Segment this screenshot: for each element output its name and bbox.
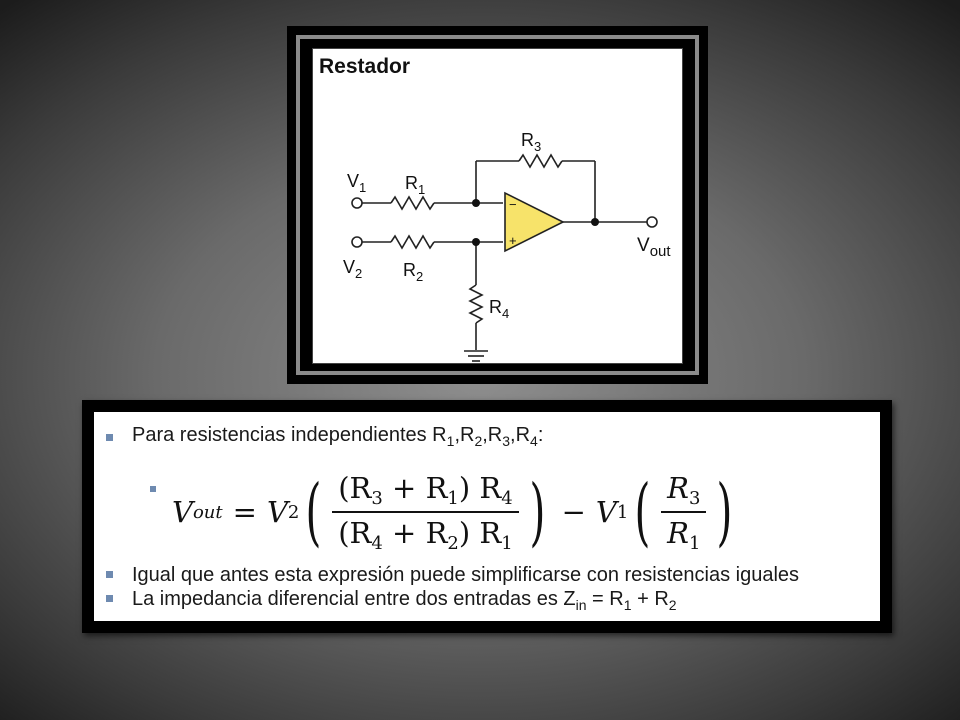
vout-terminal (647, 217, 657, 227)
subtractor-circuit-diagram (313, 49, 683, 364)
notes-panel (94, 412, 880, 621)
bullet-3-sub-2: 2 (668, 597, 677, 613)
circuit-panel (312, 48, 683, 364)
bullet-1-sub-3: 3 (502, 433, 511, 449)
v2-terminal (352, 237, 362, 247)
label-r4: $R_4$ (489, 297, 510, 321)
bullet-marker-3 (106, 595, 113, 602)
bullet-marker-2 (106, 571, 113, 578)
bullet-1-sub-4: 4 (530, 433, 538, 449)
formula-v2: V (266, 495, 288, 529)
formula-equals: = (232, 495, 257, 529)
formula-paren-close-1: ) (529, 469, 546, 555)
formula-v2-sub: 2 (287, 501, 300, 523)
r2-resistor (391, 236, 434, 248)
bullet-1-sep-2: ,R (482, 424, 503, 446)
bullet-1-sep-1: ,R (454, 424, 475, 446)
junction-dot-output (591, 218, 599, 226)
circuit-slide-frame (287, 26, 708, 384)
formula-numerator-1: $(R_3 + R_1)$ $R_4$ (332, 471, 518, 513)
bullet-1-colon: : (537, 424, 544, 446)
formula-denominator-1: $(R_4 + R_2)$ $R_1$ (338, 515, 513, 554)
bullet-3-text: La impedancia diferencial entre dos entradas es Z (132, 588, 576, 610)
bullet-simplification (132, 564, 799, 587)
label-v1: $V_1$ (347, 171, 367, 195)
bullet-3-sub-in: in (575, 597, 587, 613)
label-vout: $V_{out}$ (637, 235, 671, 260)
formula-lhs-v: V (172, 495, 193, 529)
formula-paren-open-2: ( (634, 469, 651, 555)
bullet-3-plus: + R (631, 588, 669, 610)
bullet-differential-impedance (132, 588, 677, 613)
r4-resistor (470, 285, 482, 323)
label-r2: $R_2$ (403, 260, 424, 284)
bullet-marker-1 (106, 434, 113, 441)
r3-resistor (519, 155, 562, 167)
formula-paren-close-2: ) (716, 469, 733, 555)
notes-slide-frame (82, 400, 892, 633)
formula-paren-open-1: ( (305, 469, 322, 555)
r1-resistor (391, 197, 434, 209)
diagram-title: Restador (319, 55, 411, 78)
bullet-1-text: Para resistencias independientes R (132, 424, 447, 446)
formula-v1: V (595, 495, 617, 529)
bullet-2-text: Igual que antes esta expresión puede simplificarse con resistencias iguales (132, 564, 800, 586)
bullet-marker-formula (150, 486, 156, 492)
formula-fraction-2 (661, 471, 706, 554)
formula-lhs-sub: out (192, 501, 223, 523)
vout-formula (172, 464, 739, 560)
formula-minus: − (561, 495, 586, 529)
bullet-1-sub-2: 2 (474, 433, 483, 449)
v1-terminal (352, 198, 362, 208)
noninverting-input-sign: + (509, 233, 517, 248)
label-r1: $R_1$ (405, 173, 426, 197)
label-r3: $R_3$ (521, 130, 542, 154)
formula-numerator-2: $R_3$ (661, 471, 706, 513)
junction-dot-noninverting (472, 238, 480, 246)
bullet-3-eq: = R (586, 588, 624, 610)
bullet-1-sub-1: 1 (446, 433, 455, 449)
bullet-3-sub-1: 1 (623, 597, 632, 613)
bullet-1-sep-3: ,R (510, 424, 531, 446)
junction-dot-inverting (472, 199, 480, 207)
formula-denominator-2: $R_1$ (667, 515, 701, 554)
formula-v1-sub: 1 (616, 501, 629, 523)
bullet-independent-resistors (132, 424, 543, 449)
inverting-input-sign: − (509, 197, 517, 212)
formula-fraction-1 (332, 471, 518, 554)
label-v2: $V_2$ (343, 257, 363, 281)
